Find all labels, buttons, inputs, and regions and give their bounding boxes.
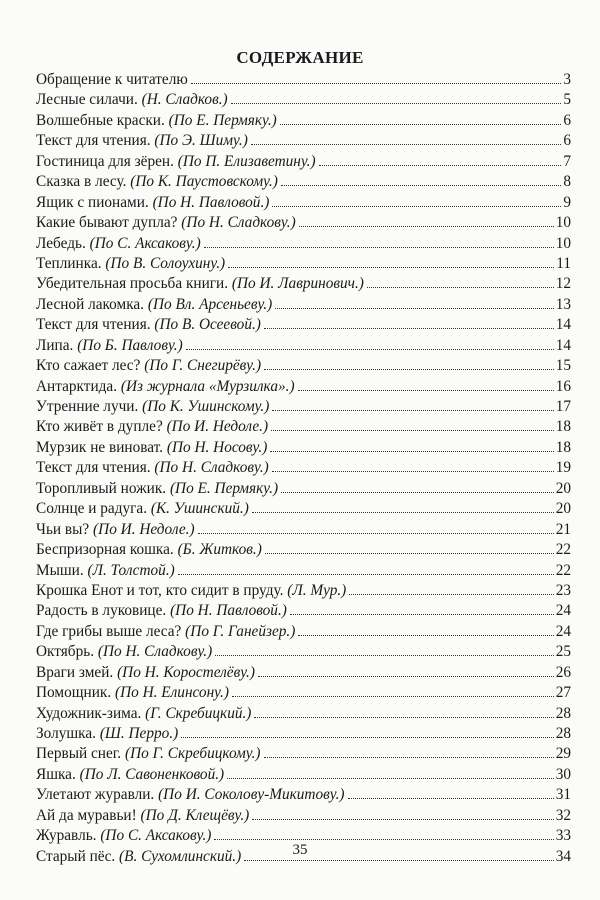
toc-entry-title: Убедительная просьба книги. (36, 275, 232, 293)
toc-entry (36, 417, 571, 437)
dot-leader (270, 450, 553, 452)
toc-entry (36, 111, 571, 131)
toc-entry-text (36, 744, 261, 764)
toc-entry-author: (Ш. Перро.) (99, 725, 179, 742)
toc-entry-page: 30 (555, 765, 571, 783)
toc-entry-text (36, 724, 178, 744)
page-title: СОДЕРЖАНИЕ (236, 48, 364, 67)
dot-leader (264, 327, 554, 329)
toc-entry-author: (По В. Осеевой.) (154, 316, 261, 334)
toc-entry-author: (По К. Ушинскому.) (142, 398, 270, 415)
toc-entry-text (36, 642, 212, 662)
toc-entry-page: 22 (555, 561, 571, 579)
dot-leader (178, 573, 554, 575)
toc-entry-title: Журавль. (36, 827, 101, 845)
toc-entry (36, 622, 571, 642)
page-number: 35 (292, 842, 308, 858)
toc-entry-title: Мурзик не виноват. (36, 438, 167, 456)
toc-entry-title: Лесные силачи. (36, 91, 142, 109)
toc-entry-title: Старый пёс. (36, 847, 120, 865)
toc-entry-page: 32 (555, 806, 571, 824)
toc-entry-author: (По И. Недоле.) (93, 520, 195, 538)
toc-entry-title: Гостиница для зёрен. (36, 152, 178, 170)
dot-leader (181, 736, 553, 738)
toc-entry-page: 16 (555, 377, 571, 395)
toc-entry-author: (По Б. Павлову.) (77, 336, 183, 354)
toc-entry-text (36, 438, 267, 458)
toc-entry-author: (По Л. Савоненковой.) (79, 765, 225, 783)
dot-leader (281, 491, 554, 493)
toc-entry-title: Художник-зима. (36, 704, 146, 722)
toc-entry-text (36, 785, 345, 805)
toc-entry (36, 601, 571, 621)
toc-entry (36, 193, 571, 213)
toc-entry-page: 22 (555, 541, 571, 559)
toc-entry-title: Утренние лучи. (36, 398, 143, 415)
dot-leader (298, 389, 554, 391)
toc-entry (36, 254, 571, 274)
dot-leader (252, 511, 554, 513)
dot-leader (251, 143, 562, 145)
toc-entry (36, 377, 571, 397)
toc-entry-title: Кто сажает лес? (36, 357, 145, 375)
toc-entry (36, 520, 571, 540)
toc-entry (36, 315, 571, 335)
toc-entry (36, 458, 571, 478)
toc-entry (36, 785, 571, 805)
toc-entry-title: Помощник. (36, 684, 115, 702)
toc-entry-page: 20 (555, 479, 571, 497)
toc-entry-text (36, 540, 262, 560)
toc-entry-title: Текст для чтения. (36, 459, 155, 477)
toc-entry-text (36, 213, 296, 233)
toc-entry-page: 29 (555, 745, 571, 763)
toc-entry-page: 21 (555, 520, 571, 538)
toc-entry-author: (По Н. Сладкову.) (97, 643, 213, 661)
toc-entry-text (36, 561, 175, 581)
dot-leader (280, 123, 562, 125)
dot-leader (214, 838, 553, 840)
dot-leader (272, 409, 553, 411)
toc-entry-title: Сказка в лесу. (36, 173, 131, 191)
toc-entry-author: (Из журнала «Мурзилка».) (120, 377, 295, 395)
toc-entry-title: Текст для чтения. (36, 132, 155, 150)
toc-entry-text (36, 336, 183, 356)
dot-leader (186, 348, 554, 350)
toc-entry-page: 26 (555, 663, 571, 681)
toc-entry (36, 540, 571, 560)
dot-leader (275, 307, 553, 309)
toc-entry-text (36, 622, 295, 642)
toc-entry-title: Яшка. (36, 765, 80, 783)
toc-entry-title: Лебедь. (36, 234, 90, 252)
toc-entry-page: 25 (555, 643, 571, 661)
toc-entry (36, 663, 571, 683)
toc-entry-page: 8 (563, 173, 571, 191)
toc-entry-author: (По И. Лавринович.) (231, 275, 364, 293)
toc-entry-author: (Н. Сладков.) (141, 91, 228, 109)
toc-entry-author: (По Г. Скребицкому.) (124, 745, 261, 763)
toc-entry-text (36, 254, 225, 274)
toc-entry-text (36, 806, 249, 826)
toc-entry-title: Улетают журавли. (36, 786, 159, 804)
toc-entry-author: (По Н. Павловой.) (152, 193, 270, 211)
dot-leader (281, 184, 562, 186)
toc-entry-text (36, 499, 249, 519)
toc-entry (36, 561, 571, 581)
toc-entry-title: Где грибы выше леса? (36, 622, 186, 640)
dot-leader (232, 695, 554, 697)
toc-entry-text (36, 458, 269, 478)
toc-entry-page: 18 (555, 438, 571, 456)
dot-leader (258, 675, 554, 677)
toc-entry-page: 13 (555, 295, 571, 313)
toc-entry-title: Какие бывают дупла? (36, 214, 182, 232)
dot-leader (254, 716, 553, 718)
toc-entry-title: Враги змей. (36, 663, 118, 681)
toc-entry (36, 744, 571, 764)
toc-entry (36, 172, 571, 192)
toc-entry-author: (К. Ушинский.) (150, 500, 249, 518)
toc-entry (36, 704, 571, 724)
toc-entry-page: 28 (555, 704, 571, 722)
toc-entry (36, 131, 571, 151)
dot-leader (272, 205, 561, 207)
dot-leader (191, 82, 562, 84)
toc-entry-text (36, 152, 316, 172)
toc-entry (36, 724, 571, 744)
dot-leader (299, 225, 554, 227)
toc-entry-author: (По Г. Снегирёву.) (144, 357, 262, 375)
toc-entry-text (36, 765, 224, 785)
toc-entry (36, 499, 571, 519)
toc-entry-author: (По С. Аксакову.) (89, 234, 201, 252)
toc-entry-text (36, 704, 251, 724)
toc-entry-text (36, 172, 278, 192)
toc-entry-author: (По Н. Елинсону.) (114, 684, 229, 702)
toc-entry-title: Первый снег. (36, 745, 125, 763)
toc-entry-author: (По И. Недоле.) (166, 418, 269, 436)
toc-entry (36, 479, 571, 499)
toc-entry-title: Чьи вы? (36, 520, 94, 538)
toc-entry-page: 18 (555, 418, 571, 436)
toc-entry-page: 17 (555, 398, 571, 415)
toc-entry (36, 152, 571, 172)
toc-entry-page: 24 (555, 622, 571, 640)
toc-entry-title: Беспризорная кошка. (36, 541, 178, 559)
toc-entry-page: 15 (555, 357, 571, 375)
toc-entry-author: (По Н. Носову.) (166, 438, 268, 456)
toc-entry-title: Теплинка. (36, 254, 106, 272)
toc-entry-author: (По С. Аксакову.) (100, 827, 212, 845)
toc-entry (36, 765, 571, 785)
toc-entry-author: (По Е. Пермяку.) (169, 479, 279, 497)
toc-entry-title: Кто живёт в дупле? (36, 418, 167, 436)
dot-leader (231, 102, 562, 104)
toc-entry-text (36, 479, 278, 499)
toc-entry (36, 438, 571, 458)
toc-entry (36, 70, 571, 90)
toc-entry-page: 14 (555, 316, 571, 334)
toc-entry-author: (По В. Солоухину.) (105, 254, 226, 272)
dot-leader (348, 797, 554, 799)
toc-entry-text (36, 581, 346, 601)
toc-entry-title: Лесной лакомка. (36, 295, 148, 313)
dot-leader (298, 634, 553, 636)
toc-entry-text (36, 131, 248, 151)
toc-entry-page: 7 (563, 152, 571, 170)
toc-entry-text (36, 274, 364, 294)
toc-entry-text (36, 90, 228, 110)
toc-entry (36, 336, 571, 356)
toc-entry-author: (По Д. Клещёву.) (140, 806, 250, 824)
toc-entry-title: Солнце и радуга. (36, 500, 151, 518)
toc-entry-title: Липа. (36, 336, 78, 354)
toc-entry-page: 5 (563, 91, 571, 109)
toc-entry-page: 34 (555, 847, 571, 865)
toc-entry-author: (По Е. Пермяку.) (168, 111, 277, 129)
table-of-contents (36, 70, 571, 867)
toc-entry-page: 14 (555, 336, 571, 354)
toc-entry-author: (По И. Соколову-Микитову.) (158, 786, 345, 804)
dot-leader (252, 818, 553, 820)
dot-leader (272, 470, 554, 472)
toc-entry-author: (Б. Житков.) (177, 541, 262, 559)
toc-entry-page: 23 (555, 581, 571, 599)
toc-entry-text (36, 417, 268, 437)
toc-entry-title: Ящик с пионами. (36, 193, 153, 211)
toc-entry-author: (По П. Елизаветину.) (177, 152, 316, 170)
toc-entry-page: 27 (555, 684, 571, 702)
toc-entry-text (36, 683, 229, 703)
toc-entry-title: Антарктида. (36, 377, 121, 395)
dot-leader (215, 654, 553, 656)
dot-leader (264, 756, 554, 758)
toc-entry-page: 10 (555, 214, 571, 232)
toc-entry-text (36, 193, 269, 213)
toc-entry-author: (По Э. Шиму.) (154, 132, 248, 150)
toc-entry-text (36, 111, 277, 131)
toc-entry-text (36, 601, 287, 621)
toc-entry-author: (По К. Паустовскому.) (130, 173, 278, 191)
toc-entry-title: Крошка Енот и тот, кто сидит в пруду. (36, 581, 288, 599)
toc-entry-text (36, 356, 261, 376)
toc-entry-page: 20 (555, 500, 571, 518)
toc-entry-text (36, 295, 272, 315)
toc-entry (36, 274, 571, 294)
toc-entry-title: Золушка. (36, 725, 100, 742)
toc-entry-page: 6 (563, 111, 571, 129)
toc-entry-author: (В. Сухомлинский.) (119, 847, 242, 865)
toc-entry (36, 234, 571, 254)
toc-entry-page: 28 (555, 725, 571, 742)
toc-entry-page: 19 (555, 459, 571, 477)
toc-entry-text (36, 397, 269, 417)
toc-entry-page: 10 (555, 234, 571, 252)
dot-leader (349, 593, 553, 595)
toc-entry-page: 12 (555, 275, 571, 293)
dot-leader (271, 429, 554, 431)
toc-entry (36, 356, 571, 376)
toc-entry-title: Ай да муравьи! (36, 806, 141, 824)
toc-entry (36, 213, 571, 233)
dot-leader (228, 266, 554, 268)
toc-entry (36, 806, 571, 826)
toc-entry-page: 11 (556, 254, 571, 272)
toc-entry-text (36, 663, 255, 683)
toc-entry-author: (Л. Толстой.) (87, 561, 175, 579)
toc-entry (36, 683, 571, 703)
toc-entry-author: (По Н. Коростелёву.) (117, 663, 255, 681)
toc-entry-title: Октябрь. (36, 643, 98, 661)
toc-entry-title: Волшебные краски. (36, 111, 169, 129)
toc-entry-author: (По Г. Ганейзер.) (185, 622, 296, 640)
dot-leader (198, 532, 554, 534)
toc-entry (36, 90, 571, 110)
toc-entry-author: (Л. Мур.) (287, 581, 347, 599)
toc-entry (36, 295, 571, 315)
toc-entry-page: 33 (555, 827, 571, 845)
toc-entry-title: Текст для чтения. (36, 316, 155, 334)
toc-entry-page: 31 (555, 786, 571, 804)
toc-entry-text (36, 234, 201, 254)
toc-entry-page: 6 (563, 132, 571, 150)
dot-leader (319, 164, 562, 166)
dot-leader (265, 552, 554, 554)
toc-entry-author: (Г. Скребицкий.) (145, 704, 252, 722)
toc-entry-page: 9 (563, 193, 571, 211)
toc-entry-page: 3 (563, 71, 571, 88)
dot-leader (204, 246, 554, 248)
toc-entry (36, 642, 571, 662)
toc-entry-title: Торопливый ножик. (36, 479, 170, 497)
toc-entry-title: Обращение к читателю (36, 71, 188, 88)
toc-entry-author: (По Н. Павловой.) (170, 602, 287, 620)
dot-leader (290, 613, 554, 615)
toc-entry-title: Мыши. (36, 561, 88, 579)
toc-entry-text (36, 520, 195, 540)
toc-entry-page: 24 (555, 602, 571, 620)
toc-entry-text (36, 315, 261, 335)
dot-leader (367, 286, 554, 288)
toc-entry-title: Радость в луковице. (36, 602, 171, 620)
toc-entry (36, 397, 571, 417)
dot-leader (264, 368, 554, 370)
toc-entry-text (36, 377, 295, 397)
dot-leader (227, 777, 554, 779)
toc-entry (36, 581, 571, 601)
toc-entry-author: (По Н. Сладкову.) (181, 214, 296, 232)
toc-entry-author: (По Вл. Арсеньеву.) (147, 295, 273, 313)
toc-entry-text (36, 70, 188, 90)
toc-entry-author: (По Н. Сладкову.) (154, 459, 269, 477)
